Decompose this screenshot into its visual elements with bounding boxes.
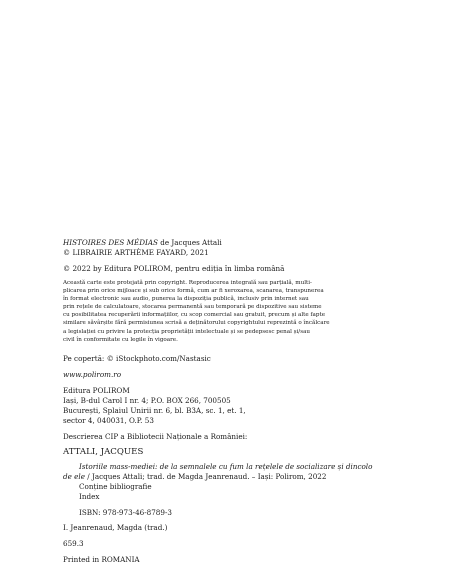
- entry-rest: / Jacques Attali; trad. de Magda Jeanrenaud. – Iași: Polirom, 2022: [84, 472, 327, 481]
- legal-line: prin rețele de calculatoare, stocarea permanentă sau temporară pe dispozitive sau sisteme: [63, 304, 322, 311]
- legal-line: Această carte este protejată prin copyright. Reproducerea integrală sau parțială, multi-: [63, 280, 312, 286]
- legal-line: plicarea prin orice mijloace și sub orice formă, cum ar fi xeroxarea, scanarea, transpunerea: [63, 288, 324, 295]
- publisher-name: Editura POLIROM: [63, 386, 130, 395]
- original-author: de Jacques Attali: [157, 238, 222, 247]
- note-bibliography: Conține bibliografie: [79, 482, 152, 491]
- cip-entry: [63, 462, 399, 502]
- cip-heading: ATTALI, JACQUES: [63, 447, 144, 457]
- website-link[interactable]: www.polirom.ro: [63, 370, 122, 379]
- legal-line: cu posibilitatea recuperării informațiilor, cu scop comercial sau gratuit, precum și alte fapte: [63, 312, 326, 319]
- legal-line: a legislației cu privire la protecția proprietății intelectuale și se pedepsesc penal și/sau: [63, 328, 311, 335]
- legal-line: în format electronic sau audio, punerea la dispoziția publică, inclusiv prin internet sau: [63, 296, 309, 303]
- original-publisher: © LIBRAIRIE ARTHÈME FAYARD, 2021: [63, 248, 209, 257]
- entry-title-cont: de ele: [63, 472, 85, 481]
- legal-notice: [63, 279, 399, 344]
- publisher-info: [63, 386, 399, 426]
- cip-intro: Descrierea CIP a Bibliotecii Naționale a României:: [63, 432, 248, 441]
- note-index: Index: [79, 492, 100, 501]
- original-title: HISTOIRES DES MÉDIAS: [63, 238, 158, 247]
- classification-number: 659.3: [63, 539, 84, 548]
- cover-credit: Pe copertă: © iStockphoto.com/Nastasic: [63, 354, 211, 363]
- printed-in: Printed in ROMANIA: [63, 555, 140, 564]
- translator-entry: I. Jeanrenaud, Magda (trad.): [63, 523, 168, 532]
- legal-line: civil în conformitate cu legile în vigoare.: [63, 336, 178, 343]
- address-line: Iași, B-dul Carol I nr. 4; P.O. BOX 266, 700505: [63, 396, 231, 405]
- original-title-line: [63, 238, 399, 248]
- entry-title: Istoriile mass-mediei: de la semnalele cu fum la rețelele de socializare și dincolo: [79, 462, 373, 471]
- edition-copyright: © 2022 by Editura POLIROM, pentru ediția în limba română: [63, 264, 285, 273]
- isbn: ISBN: 978-973-46-8789-3: [79, 508, 172, 517]
- address-line: sector 4, 040031, O.P. 53: [63, 416, 154, 425]
- address-line: București, Splaiul Unirii nr. 6, bl. B3A, sc. 1, et. 1,: [63, 406, 246, 415]
- legal-line: similare săvârșite fără permisiunea scrisă a deținătorului copyrightului reprezintă o încălcare: [63, 320, 330, 327]
